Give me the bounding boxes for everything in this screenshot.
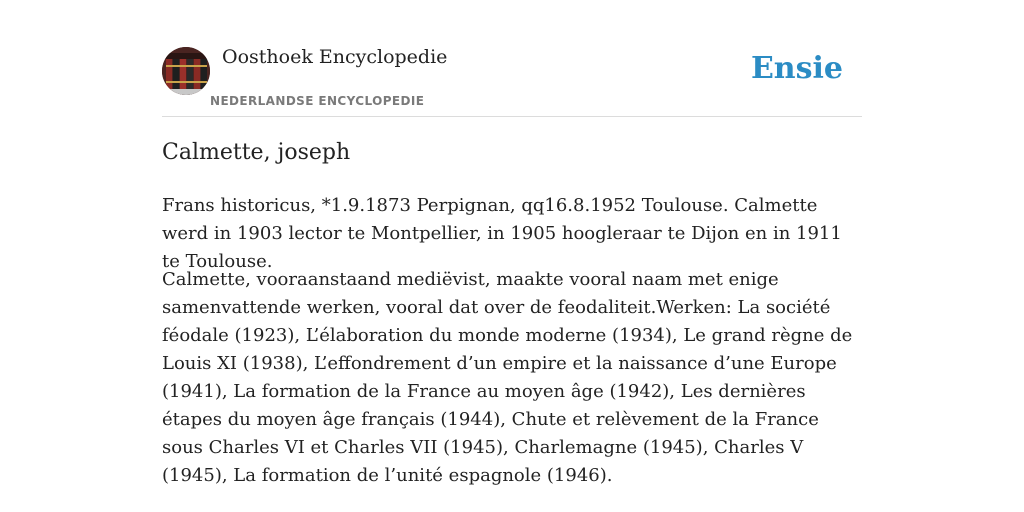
site-header — [162, 0, 862, 117]
article-title: Calmette, joseph — [162, 140, 351, 165]
article-paragraph-2: Calmette, vooraanstaand mediëvist, maakte vooral naam met enige samenvattende werken, vooral dat over de feodaliteit.Werken: La société féodale (1923), L’élaboration du monde moderne (1934), Le grand règne de Louis XI (1938), L’effondrement d’un empire et la naissance d’une Europe (1941), La formation de la France au moyen âge (1942), Les dernières étapes du moyen âge français (1944), Chute et relèvement de la France sous Charles VI et Charles VII (1945), Charlemagne (1945), Charles V (1945), La formation de l’unité espagnole (1946). — [162, 269, 853, 486]
encyclopedia-books-icon[interactable] — [162, 47, 210, 95]
site-subtitle: NEDERLANDSE ENCYCLOPEDIE — [210, 94, 425, 108]
article-page — [162, 0, 862, 486]
article-paragraph-1: Frans historicus, *1.9.1873 Perpignan, qq16.8.1952 Toulouse. Calmette werd in 1903 lector te Montpellier, in 1905 hoogleraar te Dijon en in 1911 te Toulouse. — [162, 195, 842, 272]
brand-logo[interactable]: Ensie — [750, 51, 843, 86]
site-name[interactable]: Oosthoek Encyclopedie — [222, 46, 448, 68]
